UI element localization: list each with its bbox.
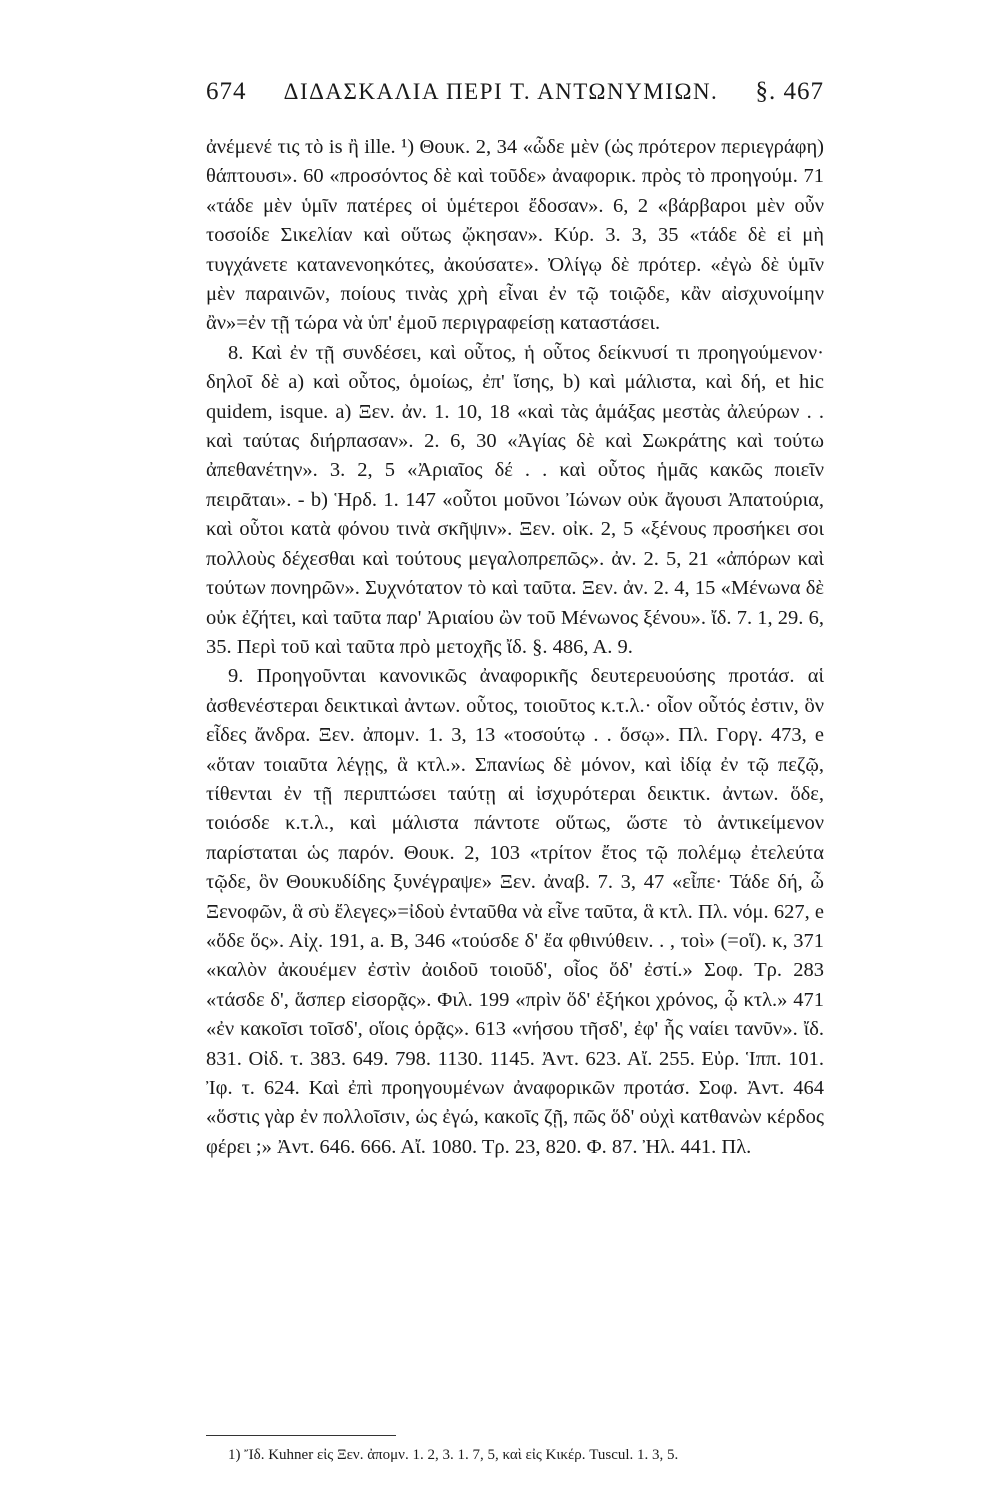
paragraph-8: 8. Καὶ ἐν τῇ συνδέσει, καὶ οὗτος, ἡ οὗτος δείκνυσί τι προηγούμενον· δηλοῖ δὲ a) καὶ οὗτος, ὁμοίως, ἐπ' ἴσης, b) καὶ μάλιστα, καὶ δή, et hic quidem, isque. a) Ξεν. ἀν. 1. 10, 18 «καὶ τὰς ἁμάξας μεστὰς ἀλεύρων . . καὶ ταύτας διήρπασαν». 2. 6, 30 «Ἀγίας δὲ καὶ Σωκράτης καὶ τούτω ἀπεθανέτην». 3. 2, 5 «Ἀριαῖος δέ . . καὶ οὗτος ἡμᾶς κακῶς ποιεῖν πειρᾶται». - b) Ἡρδ. 1. 147 «οὗτοι μοῦνοι Ἰώνων οὐκ ἄγουσι Ἀπατούρια, καὶ οὗτοι κατὰ φόνου τινὰ σκῆψιν». Ξεν. οἰκ. 2, 5 «ξένους προσήκει σοι πολλοὺς δέχεσθαι καὶ τούτους μεγαλοπρεπῶς». ἀν. 2. 5, 21 «ἀπόρων καὶ τούτων πονηρῶν». Συχνότατον τὸ καὶ ταῦτα. Ξεν. ἀν. 2. 4, 15 «Μένωνα δὲ οὐκ ἐζήτει, καὶ ταῦτα παρ' Ἀριαίου ὢν τοῦ Μένωνος ξένου». ἴδ. 7. 1, 29. 6, 35. Περὶ τοῦ καὶ ταῦτα πρὸ μετοχῆς ἴδ. §. 486, Α. 9. <box>206 341 824 658</box>
paragraph-9: 9. Προηγοῦνται κανονικῶς ἀναφορικῆς δευτερευούσης προτάσ. αἱ ἀσθενέστεραι δεικτικαὶ ἀντων. οὗτος, τοιοῦτος κ.τ.λ.· οἷον οὗτός ἐστιν, ὃν εἶδες ἄνδρα. Ξεν. ἀπομν. 1. 3, 13 «τοσούτῳ . . ὅσῳ». Πλ. Γοργ. 473, e «ὅταν τοιαῦτα λέγῃς, ἃ κτλ.». Σπανίως δὲ μόνον, καὶ ἰδίᾳ ἐν τῷ πεζῷ, τίθενται ἐν τῇ περιπτώσει ταύτῃ αἱ ἰσχυρότεραι δεικτικ. ἀντων. ὅδε, τοιόσδε κ.τ.λ., καὶ μάλιστα πάντοτε οὕτως, ὥστε τὸ ἀντικείμενον παρίσταται ὡς παρόν. Θουκ. 2, 103 «τρίτον ἔτος τῷ πολέμῳ ἐτελεύτα τῷδε, ὃν Θουκυδίδης ξυνέγραψε» Ξεν. ἀναβ. 7. 3, 47 «εἶπε· Τάδε δή, ὦ Ξενοφῶν, ἃ σὺ ἔλεγες»=ἰδοὺ ἐνταῦθα νὰ εἶνε ταῦτα, ἃ κτλ. Πλ. νόμ. 627, e «ὅδε ὅς». Αἰχ. 191, a. Β, 346 «τούσδε δ' ἔα φθινύθειν. . , τοὶ» (=οἵ). κ, 371 «καλὸν ἀκουέμεν ἐστὶν ἀοιδοῦ τοιοῦδ', οἷος ὅδ' ἐστί.» Σοφ. Τρ. 283 «τάσδε δ', ἅσπερ εἰσορᾷς». Φιλ. 199 «πρὶν ὅδ' ἐξήκοι χρόνος, ᾧ κτλ.» 471 «ἐν κακοῖσι τοῖσδ', οἵοις ὁρᾷς». 613 «νήσου τῆσδ', ἐφ' ἧς ναίει τανῦν». ἴδ. 831. Οἰδ. τ. 383. 649. 798. 1130. 1145. Ἀντ. 623. Αἴ. 255. Εὐρ. Ἱππ. 101. Ἰφ. τ. 624. Καὶ ἐπὶ προηγουμένων ἀναφορικῶν προτάσ. Σοφ. Ἀντ. 464 «ὅστις γὰρ ἐν πολλοῖσιν, ὡς ἐγώ, κακοῖς ζῇ, πῶς ὅδ' οὐχὶ κατθανὼν κέρδος φέρει ;» Ἀντ. 646. 666. Αἴ. 1080. Τρ. 23, 820. Φ. 87. Ἠλ. 441. Πλ. <box>206 665 824 1158</box>
paragraph-continuation: ἀνέμενέ τις τὸ is ἢ ille. ¹) Θουκ. 2, 34 «ὧδε μὲν (ὡς πρότερον περιεγράφη) θάπτουσι». 60 «προσόντος δὲ καὶ τοῦδε» ἀναφορικ. πρὸς τὸ προηγούμ. 71 «τάδε μὲν ὑμῖν πατέρες οἱ ὑμέτεροι ἔδοσαν». 6, 2 «βάρβαροι μὲν οὖν τοσοίδε Σικελίαν καὶ οὕτως ᾤκησαν». Κύρ. 3. 3, 35 «τάδε δὲ εἰ μὴ τυγχάνετε κατανενοηκότες, ἀκούσατε». Ὀλίγῳ δὲ πρότερ. «ἐγὼ δὲ ὑμῖν μὲν παραινῶν, ποίους τινὰς χρὴ εἶναι ἐν τῷ τοιῷδε, κἂν αἰσχυνοίμην ἂν»=ἐν τῇ τώρα νὰ ὑπ' ἐμοῦ περιγραφείσῃ καταστάσει. <box>206 136 824 335</box>
footnote-divider <box>206 1435 396 1436</box>
footnote: 1) Ἴδ. Kuhner εἰς Ξεν. ἀπομν. 1. 2, 3. 1. 7, 5, καὶ εἰς Κικέρ. Tuscul. 1. 3, 5. <box>228 1447 679 1463</box>
page-title: ΔΙΔΑΣΚΑΛΙΑ ΠΕΡΙ Τ. ΑΝΤΩΝΥΜΙΩΝ. <box>283 79 719 104</box>
main-text <box>206 133 824 1162</box>
section-number: §. 467 <box>755 78 824 105</box>
page-number: 674 <box>206 78 247 105</box>
running-head <box>206 78 824 112</box>
